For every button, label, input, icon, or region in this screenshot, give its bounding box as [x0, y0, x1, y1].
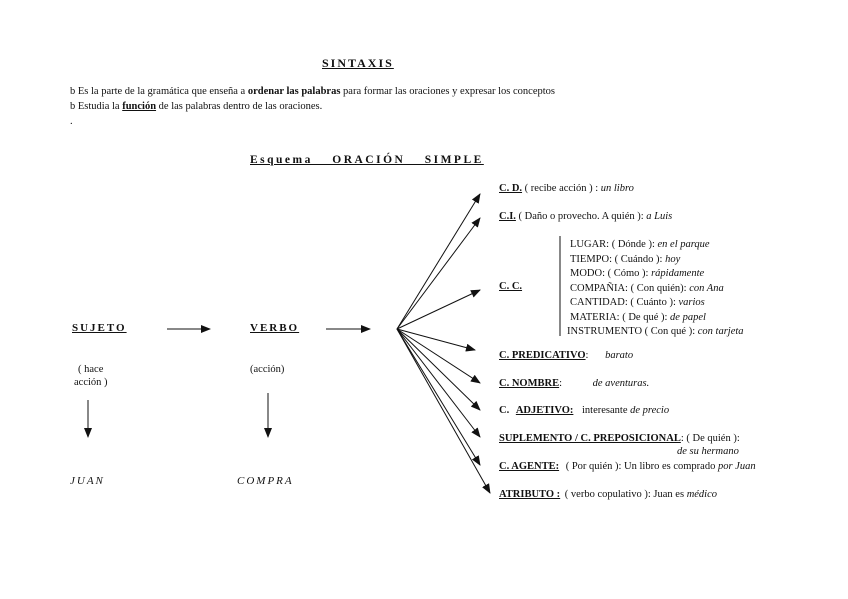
verbo-label: VERBO — [250, 322, 300, 334]
arrow-to-nombre — [397, 329, 480, 383]
cc-type-modo: MODO: ( Cómo ): rápidamente — [570, 268, 705, 279]
sujeto-example: JUAN — [70, 475, 105, 487]
arrow-to-cd — [397, 194, 480, 329]
sujeto-desc-1: ( hace — [78, 364, 104, 375]
schema-title: Esquema ORACIÓN SIMPLE — [250, 154, 484, 166]
cd-example: un libro — [600, 183, 634, 194]
bullet: b — [70, 101, 76, 112]
adjetivo-desc: interesante — [582, 405, 631, 416]
agente-example: por Juan — [717, 461, 756, 472]
adjetivo-example: de precio — [630, 405, 670, 416]
definition-text: Estudia la — [77, 101, 123, 112]
atributo-example: médico — [686, 489, 718, 500]
arrow-to-ci — [397, 218, 480, 329]
atributo-desc: ( verbo copulativo ): Juan es — [564, 489, 687, 500]
cc-label: C. C. — [499, 281, 523, 292]
cc-type-cantidad: CANTIDAD: ( Cuánto ): varios — [570, 297, 705, 308]
atributo-label: ATRIBUTO : — [499, 489, 561, 500]
definition-text: Es la parte de la gramática que enseña a — [77, 86, 248, 97]
nombre-example: de aventuras. — [592, 378, 650, 389]
complement-cd — [499, 183, 634, 194]
suplemento-example: de su hermano — [677, 446, 739, 457]
sujeto-label: SUJETO — [72, 322, 127, 334]
definition-text-end: de las palabras dentro de las oraciones. — [156, 101, 323, 112]
ci-desc: ( Daño o provecho. A quién ): — [518, 211, 647, 222]
definition-text-end: para formar las oraciones y expresar los conceptos — [340, 86, 556, 97]
complement-nombre — [499, 378, 649, 389]
agente-label: C. AGENTE: — [499, 461, 560, 472]
cd-paren: ( — [524, 183, 529, 194]
stray-dot: . — [70, 116, 73, 127]
verbo-example: COMPRA — [237, 475, 294, 487]
cc-type-compania: COMPAÑIA: ( Con quién): con Ana — [570, 282, 724, 294]
ci-label: C.I. — [499, 211, 516, 222]
bullet: b — [70, 86, 76, 97]
complement-ci — [499, 211, 672, 222]
definition-bold: función — [122, 101, 157, 112]
cd-label: C. D. — [499, 183, 523, 194]
arrow-to-predicativo — [397, 329, 475, 350]
definition-bold: ordenar las palabras — [247, 86, 341, 97]
cc-types-list — [567, 238, 744, 340]
verbo-desc: (acción) — [250, 364, 285, 375]
adjetivo-prefix: C. — [499, 405, 510, 416]
arrow-to-agente — [397, 329, 480, 465]
complement-agente — [499, 461, 756, 472]
complement-predicativo — [499, 350, 633, 361]
complement-adjetivo — [499, 405, 669, 416]
cc-type-materia: MATERIA: ( De qué ): de papel — [570, 311, 706, 323]
nombre-sep: : — [559, 378, 563, 389]
ci-example: a Luis — [646, 211, 673, 222]
suplemento-label: SUPLEMENTO / C. PREPOSICIONAL — [499, 433, 681, 444]
sujeto-desc-2: acción ) — [74, 377, 108, 388]
cd-desc: recibe acción ) : — [528, 183, 601, 194]
cc-type-instrumento: INSTRUMENTO ( Con qué ): con tarjeta — [567, 326, 744, 337]
arrow-to-atributo — [397, 329, 490, 493]
adjetivo-label: ADJETIVO: — [515, 405, 574, 416]
page-title: SINTAXIS — [322, 56, 394, 70]
predicativo-sep: : — [585, 350, 589, 361]
complement-atributo — [499, 489, 717, 500]
cc-type-tiempo: TIEMPO: ( Cuándo ): hoy — [570, 253, 681, 265]
nombre-label: C. NOMBRE — [499, 378, 560, 389]
arrow-to-suplemento — [397, 329, 480, 437]
suplemento-example-line — [677, 446, 739, 457]
cc-type-lugar: LUGAR: ( Dónde ): en el parque — [570, 239, 710, 250]
predicativo-example: barato — [605, 350, 634, 361]
predicativo-label: C. PREDICATIVO — [499, 350, 586, 361]
agente-desc: ( Por quién ): Un libro es comprado — [565, 461, 718, 472]
suplemento-desc: : ( De quién ): — [680, 433, 740, 444]
complement-suplemento — [499, 433, 740, 444]
complement-cc — [499, 281, 522, 292]
